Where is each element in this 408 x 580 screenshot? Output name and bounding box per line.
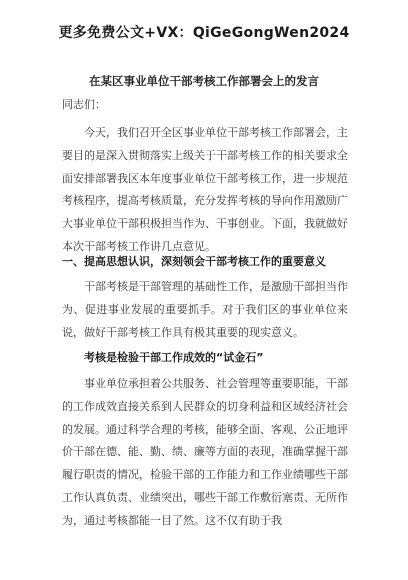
subsection-heading: 考核是检验干部工作成效的“试金石” <box>84 351 264 364</box>
section-heading-1: 一、提高思想认识，深刻领会干部考核工作的重要意义 <box>62 255 326 268</box>
paragraph-intro: 今天，我们召开全区事业单位干部考核工作部署会，主要目的是深入贯彻落实上级关于干部考核工作的相关要求全面安排部署我区本年度事业单位干部考核工作，进一步规范考核程序，提高考核质量，充分发挥考核的导向作用激励广大事业单位干部积极担当作为、干事创业。下面，我就做好本次干部考核工作讲几点意见。 <box>62 126 348 253</box>
paragraph-assessment: 事业单位承担着公共服务、社会管理等重要职能，干部的工作成效直接关系到人民群众的切身利益和区域经济社会的发展。通过科学合理的考核，能够全面、客观、公正地评价干部在德、能、勤、绩、廉等方面的表现，准确掌握干部履行职责的情况，检验干部的工作能力和工作业绩哪些干部工作认真负责、业绩突出，哪些干部工作敷衍塞责、无所作为，通过考核都能一目了然。这不仅有助于我 <box>62 377 348 527</box>
document-title: 在某区事业单位干部考核工作部署会上的发言 <box>89 74 319 88</box>
watermark-header: 更多免费公文+VX：QiGeGongWen2024 <box>58 25 350 41</box>
greeting: 同志们： <box>62 98 106 111</box>
paragraph-significance: 干部考核是干部管理的基础性工作，是激励干部担当作为、促进事业发展的重要抓手。对于我们区的事业单位来说，做好干部考核工作具有极其重要的现实意义。 <box>62 280 348 339</box>
